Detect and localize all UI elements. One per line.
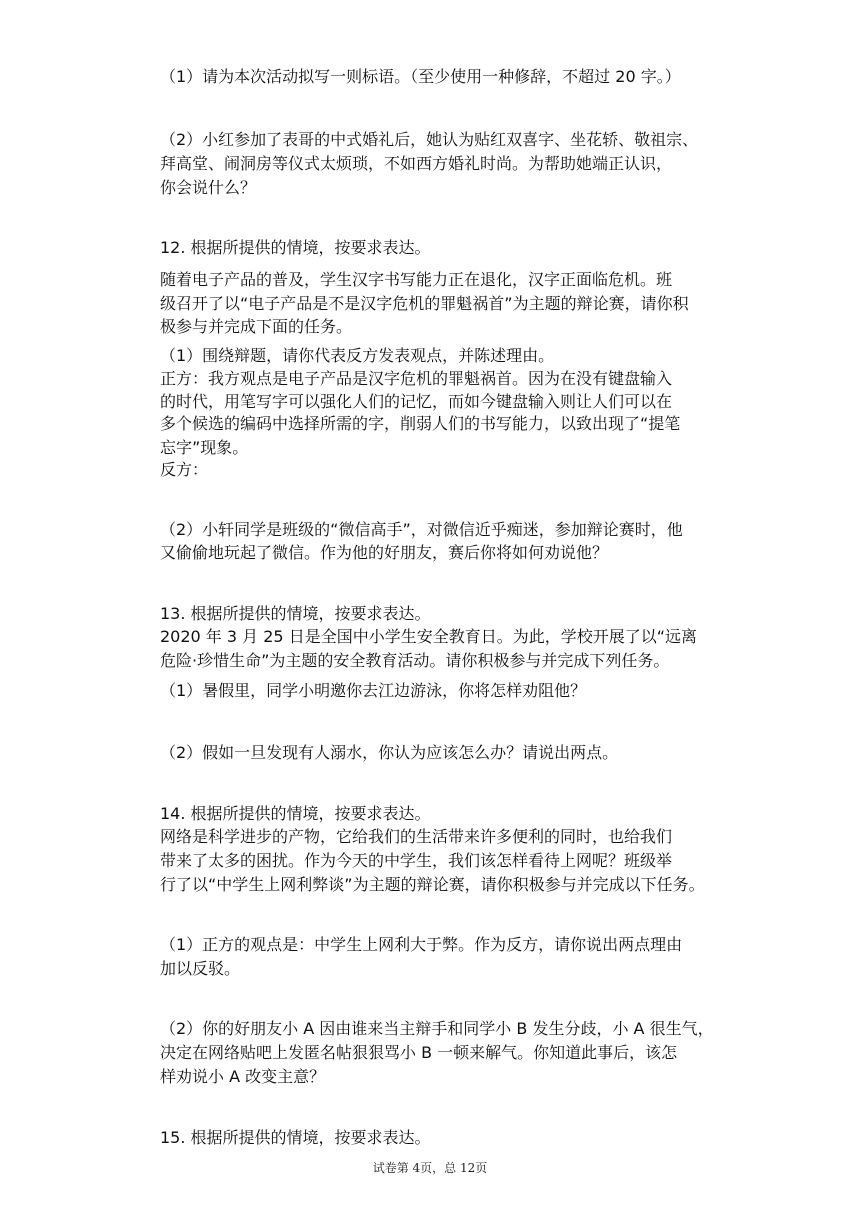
q12-context-line3: 极参与并完成下面的任务。 [160,317,353,336]
q13-sub2: （2）假如一旦发现有人溺水，你认为应该怎么办？请说出两点。 [160,743,619,762]
q14-sub2-line1: （2）你的好朋友小 A 因由谁来当主辩手和同学小 B 发生分歧，小 A 很生气， [160,1019,714,1038]
q12-sub2-line2: 又偷偷地玩起了微信。作为他的好朋友，赛后你将如何劝说他？ [160,543,609,562]
q14-sub2-line3: 样劝说小 A 改变主意？ [160,1067,326,1086]
q12-pro-line3: 多个候选的编码中选择所需的字，削弱人们的书写能力，以致出现了“提笔 [160,414,681,433]
q13-heading: 13. 根据所提供的情境，按要求表达。 [160,604,431,623]
q14-context-line1: 网络是科学进步的产物，它给我们的生活带来许多便利的同时，也给我们 [160,827,673,846]
q14-context-line3: 行了以“中学生上网利弊谈”为主题的辩论赛，请你积极参与并完成以下任务。 [160,875,705,894]
q14-sub1-line1: （1）正方的观点是：中学生上网利大于弊。作为反方，请你说出两点理由 [160,935,683,954]
q12-context-line2: 级召开了以“电子产品是不是汉字危机的罪魁祸首”为主题的辩论赛，请你积 [160,294,689,313]
q15-heading: 15. 根据所提供的情境，按要求表达。 [160,1128,431,1147]
q12-pro-line4: 忘字”现象。 [160,438,249,457]
q11-sub2-line2: 拜高堂、闹洞房等仪式太烦琐，不如西方婚礼时尚。为帮助她端正认识， [160,154,673,173]
q14-sub1-line2: 加以反驳。 [160,959,241,978]
q14-context-line2: 带来了太多的困扰。作为今天的中学生，我们该怎样看待上网呢？班级举 [160,851,673,870]
q11-sub1: （1）请为本次活动拟写一则标语。（至少使用一种修辞，不超过 20 字。） [160,67,681,86]
q11-sub2-line3: 你会说什么？ [160,178,257,197]
q12-pro-line1: 正方：我方观点是电子产品是汉字危机的罪魁祸首。因为在没有键盘输入 [160,369,673,388]
q14-sub2-line2: 决定在网络贴吧上发匿名帖狠狠骂小 B 一顿来解气。你知道此事后，该怎 [160,1043,678,1062]
q13-context-line1: 2020 年 3 月 25 日是全国中小学生安全教育日。为此，学校开展了以“远离 [160,627,697,646]
q13-sub1: （1）暑假里，同学小明邀你去江边游泳，你将怎样劝阻他？ [160,681,587,700]
q12-sub1: （1）围绕辩题，请你代表反方发表观点，并陈述理由。 [160,346,555,365]
q12-pro-line2: 的时代，用笔写字可以强化人们的记忆，而如今键盘输入则让人们可以在 [160,392,673,411]
q12-sub2-line1: （2）小轩同学是班级的“微信高手”，对微信近乎痴迷，参加辩论赛时，他 [160,520,683,539]
q12-heading: 12. 根据所提供的情境，按要求表达。 [160,238,431,257]
q13-context-line2: 危险·珍惜生命”为主题的安全教育活动。请你积极参与并完成下列任务。 [160,651,670,670]
q12-con-label: 反方： [160,460,209,479]
q12-context-line1: 随着电子产品的普及，学生汉字书写能力正在退化，汉字正面临危机。班 [160,270,673,289]
q11-sub2-line1: （2）小红参加了表哥的中式婚礼后，她认为贴红双喜字、坐花轿、敬祖宗、 [160,130,699,149]
q14-heading: 14. 根据所提供的情境，按要求表达。 [160,804,431,823]
page-footer: 试卷第 4页，总 12页 [372,1161,488,1175]
